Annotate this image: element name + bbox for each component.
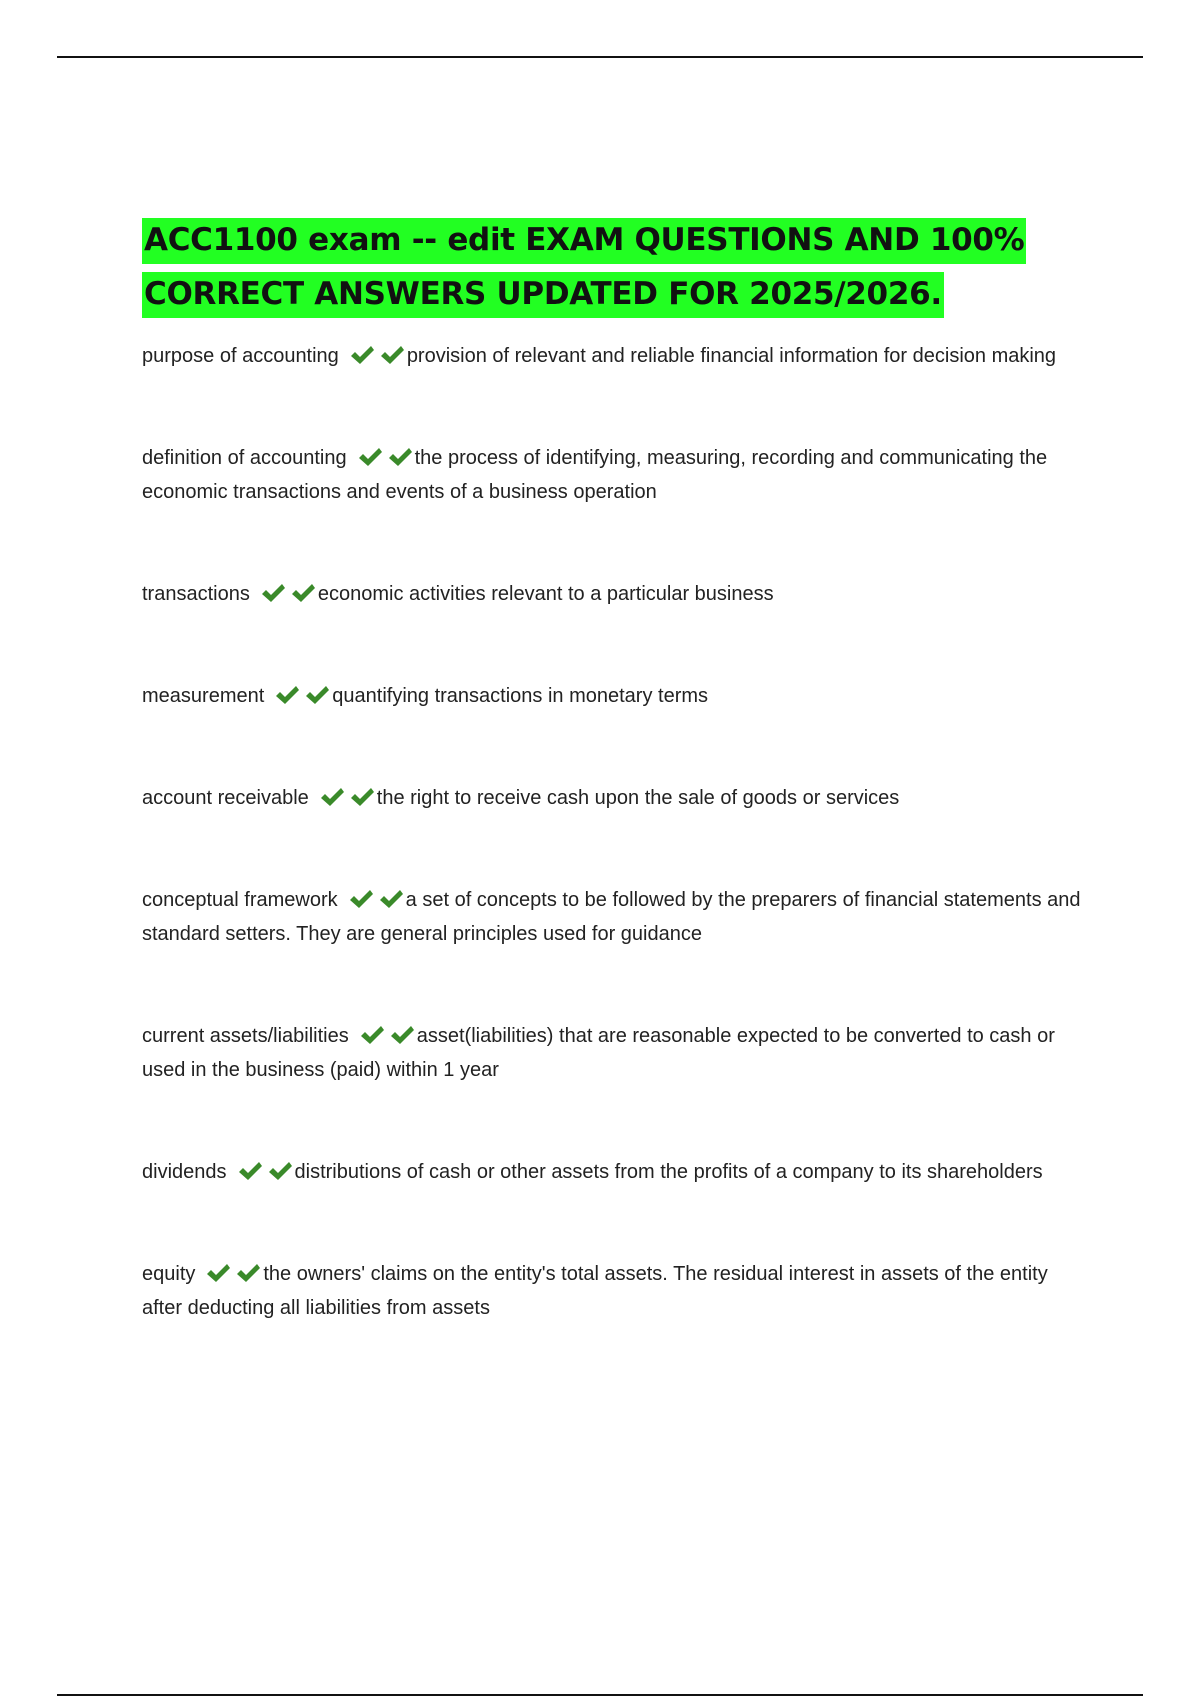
qa-answer: a set of concepts to be followed by the preparers of financial statements and standard setters. They are general principles used for guidance — [142, 889, 1081, 945]
check-mark-icon — [304, 684, 330, 706]
check-marks — [256, 583, 316, 605]
check-mark-icon — [379, 344, 405, 366]
check-mark-icon — [389, 1024, 415, 1046]
document-body — [142, 213, 1082, 1325]
check-marks — [201, 1263, 261, 1285]
qa-term: dividends — [142, 1161, 227, 1183]
check-mark-icon — [378, 888, 404, 910]
qa-term: current assets/liabilities — [142, 1025, 349, 1047]
check-marks — [345, 345, 405, 367]
qa-item — [142, 883, 1082, 951]
qa-term: conceptual framework — [142, 889, 338, 911]
check-mark-icon — [348, 888, 374, 910]
qa-item — [142, 1019, 1082, 1087]
qa-answer: the process of identifying, measuring, recording and communicating the economic transactions and events of a business operation — [142, 447, 1048, 503]
check-mark-icon — [260, 582, 286, 604]
qa-answer: the right to receive cash upon the sale of goods or services — [376, 787, 900, 809]
qa-item — [142, 577, 1082, 611]
bottom-divider — [57, 1694, 1143, 1696]
document-title — [142, 213, 1082, 321]
check-mark-icon — [274, 684, 300, 706]
top-divider — [57, 56, 1143, 58]
check-mark-icon — [349, 786, 375, 808]
check-marks — [233, 1161, 293, 1183]
check-mark-icon — [387, 446, 413, 468]
qa-term: purpose of accounting — [142, 345, 339, 367]
check-mark-icon — [319, 786, 345, 808]
qa-list — [142, 339, 1082, 1325]
qa-answer: asset(liabilities) that are reasonable expected to be converted to cash or used in the business (paid) within 1 year — [142, 1025, 1055, 1081]
check-mark-icon — [267, 1160, 293, 1182]
qa-term: definition of accounting — [142, 447, 347, 469]
check-mark-icon — [290, 582, 316, 604]
title-line-2: CORRECT ANSWERS UPDATED FOR 2025/2026. — [142, 272, 944, 318]
qa-term: transactions — [142, 583, 250, 605]
check-marks — [315, 787, 375, 809]
qa-answer: provision of relevant and reliable financial information for decision making — [406, 345, 1057, 367]
title-line-1: ACC1100 exam -- edit EXAM QUESTIONS AND 100% — [142, 218, 1026, 264]
check-marks — [344, 889, 404, 911]
qa-answer: distributions of cash or other assets from the profits of a company to its shareholders — [294, 1161, 1043, 1183]
qa-item — [142, 1257, 1082, 1325]
check-marks — [355, 1025, 415, 1047]
check-mark-icon — [205, 1262, 231, 1284]
check-marks — [353, 447, 413, 469]
check-mark-icon — [349, 344, 375, 366]
qa-answer: the owners' claims on the entity's total assets. The residual interest in assets of the entity after deducting all liabilities from assets — [142, 1263, 1048, 1319]
check-mark-icon — [237, 1160, 263, 1182]
qa-item — [142, 441, 1082, 509]
qa-item — [142, 339, 1082, 373]
qa-item — [142, 1155, 1082, 1189]
qa-term: measurement — [142, 685, 265, 707]
qa-item — [142, 781, 1082, 815]
check-mark-icon — [359, 1024, 385, 1046]
qa-term: equity — [142, 1263, 196, 1285]
qa-answer: economic activities relevant to a particular business — [317, 583, 774, 605]
check-mark-icon — [357, 446, 383, 468]
qa-answer: quantifying transactions in monetary terms — [332, 685, 709, 707]
qa-term: account receivable — [142, 787, 309, 809]
check-mark-icon — [235, 1262, 261, 1284]
qa-item — [142, 679, 1082, 713]
check-marks — [270, 685, 330, 707]
